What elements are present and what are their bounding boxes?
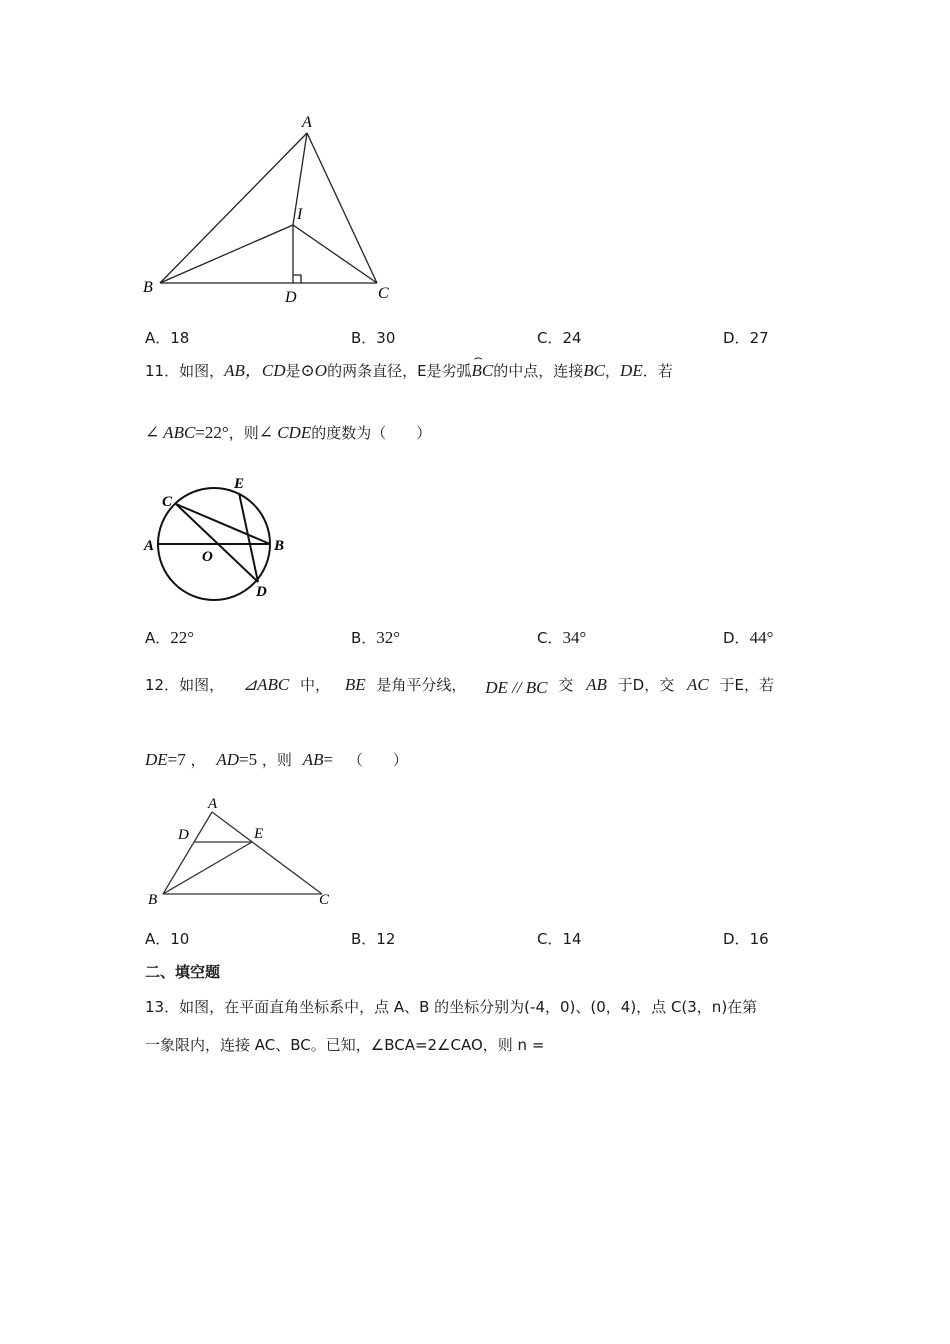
q11-option-d[interactable]: D．44° — [723, 628, 774, 647]
q12-stem-line1: 12．如图， ⊿ABC 中， BE 是角平分线， DE // BC 交 AB 于D，交 AC 于E，若 — [145, 675, 775, 697]
q11-label-o: O — [202, 549, 213, 565]
q13-stem-line2: 一象限内，连接 AC、BC。已知，∠BCA=2∠CAO，则 n = — [145, 1036, 545, 1054]
section-title: 二、填空题 — [145, 963, 221, 981]
q12-label-d: D — [178, 827, 189, 843]
q10-label-b: B — [143, 279, 153, 296]
q11-figure — [138, 470, 303, 605]
q10-option-d[interactable]: D．27 — [723, 329, 769, 347]
q10-label-c: C — [378, 285, 389, 302]
q11-stem-line1: 11．如图，AB，CD是⊙O的两条直径，E是劣弧⌢ BC的中点，连接BC，DE．若 — [145, 361, 673, 381]
q10-label-i: I — [297, 206, 303, 223]
q11-label-d: D — [256, 584, 267, 600]
q11-option-c[interactable]: C．34° — [537, 628, 587, 647]
q11-label-a: A — [144, 538, 155, 554]
q12-label-c: C — [319, 892, 330, 908]
q12-figure — [140, 790, 340, 915]
q12-label-b: B — [148, 892, 158, 908]
q10-option-a[interactable]: A．18 — [145, 329, 190, 347]
q10-label-a: A — [302, 114, 312, 131]
q12-option-c[interactable]: C．14 — [537, 930, 582, 948]
q12-stem-line2: DE=7 ， AD=5 ，则 AB= （ ） — [145, 750, 408, 769]
q10-option-b[interactable]: B．30 — [351, 329, 396, 347]
q12-label-e: E — [254, 826, 264, 842]
q11-label-c: C — [162, 494, 173, 510]
q10-label-d: D — [285, 289, 297, 306]
q10-figure — [130, 105, 410, 310]
q11-label-e: E — [234, 476, 245, 492]
q11-label-b: B — [274, 538, 285, 554]
q11-stem-line2: ∠ ABC=22°，则∠ CDE的度数为（ ） — [145, 423, 432, 442]
q10-option-c[interactable]: C．24 — [537, 329, 582, 347]
q11-option-a[interactable]: A．22° — [145, 628, 195, 647]
q12-option-d[interactable]: D．16 — [723, 930, 769, 948]
q12-option-a[interactable]: A．10 — [145, 930, 190, 948]
q12-label-a: A — [208, 796, 218, 812]
q11-option-b[interactable]: B．32° — [351, 628, 401, 647]
q12-option-b[interactable]: B．12 — [351, 930, 396, 948]
q13-stem-line1: 13．如图，在平面直角坐标系中，点 A、B 的坐标分别为(-4，0)、(0，4)，点 C(3，n)在第 — [145, 998, 758, 1016]
